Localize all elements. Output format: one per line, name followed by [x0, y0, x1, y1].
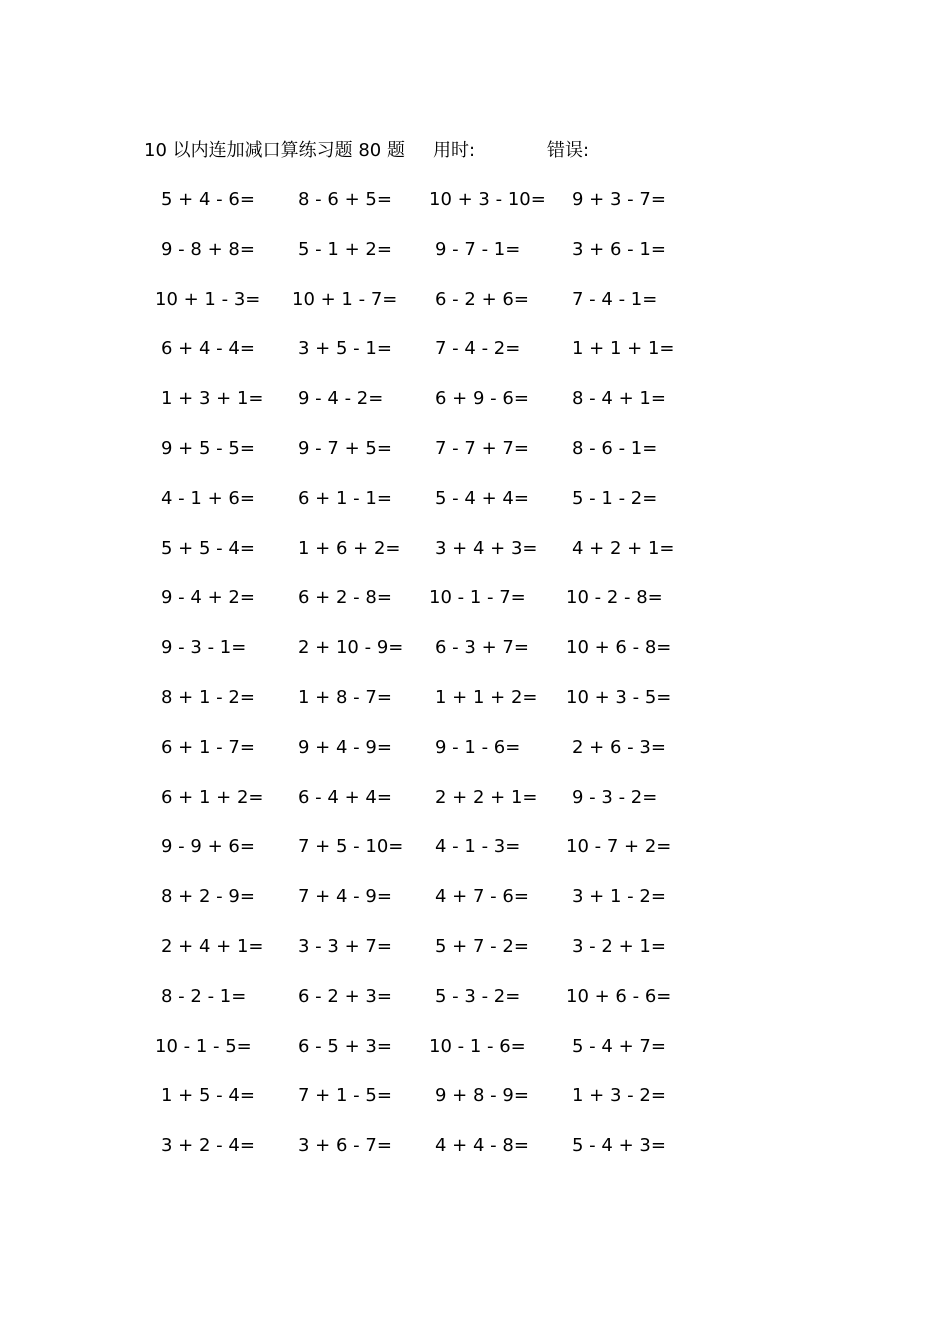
- arithmetic-problem: 3 - 3 + 7=: [298, 935, 392, 957]
- problem-row: [0, 634, 950, 684]
- problem-row: [0, 186, 950, 236]
- problem-row: [0, 1082, 950, 1132]
- arithmetic-problem: 4 + 7 - 6=: [435, 886, 529, 908]
- arithmetic-problem: 6 - 5 + 3=: [298, 1035, 392, 1057]
- arithmetic-problem: 5 - 3 - 2=: [435, 985, 521, 1007]
- arithmetic-problem: 9 + 5 - 5=: [161, 437, 255, 459]
- arithmetic-problem: 8 - 6 - 1=: [572, 437, 658, 459]
- arithmetic-problem: 10 - 1 - 6=: [429, 1035, 526, 1057]
- arithmetic-problem: 9 - 9 + 6=: [161, 836, 255, 858]
- arithmetic-problem: 1 + 8 - 7=: [298, 686, 392, 708]
- problem-row: [0, 833, 950, 883]
- problem-row: [0, 385, 950, 435]
- arithmetic-problem: 9 - 3 - 2=: [572, 786, 658, 808]
- arithmetic-problem: 7 + 5 - 10=: [298, 836, 404, 858]
- arithmetic-problem: 9 + 3 - 7=: [572, 189, 666, 210]
- arithmetic-problem: 10 + 6 - 6=: [566, 985, 672, 1007]
- problem-row: [0, 286, 950, 336]
- problem-row: [0, 584, 950, 634]
- arithmetic-problem: 8 - 2 - 1=: [161, 985, 247, 1007]
- arithmetic-problem: 8 - 4 + 1=: [572, 388, 666, 410]
- arithmetic-problem: 10 - 1 - 7=: [429, 587, 526, 609]
- problem-row: [0, 435, 950, 485]
- arithmetic-problem: 5 - 4 + 3=: [572, 1135, 666, 1157]
- arithmetic-problem: 9 - 1 - 6=: [435, 736, 521, 758]
- arithmetic-problem: 1 + 1 + 1=: [572, 338, 675, 360]
- arithmetic-problem: 1 + 3 - 2=: [572, 1085, 666, 1107]
- arithmetic-problem: 2 + 2 + 1=: [435, 786, 538, 808]
- arithmetic-problem: 5 + 5 - 4=: [161, 537, 255, 559]
- arithmetic-problem: 3 - 2 + 1=: [572, 935, 666, 957]
- problem-row: [0, 684, 950, 734]
- arithmetic-problem: 1 + 6 + 2=: [298, 537, 401, 559]
- arithmetic-problem: 5 + 7 - 2=: [435, 935, 529, 957]
- arithmetic-problem: 4 + 4 - 8=: [435, 1135, 529, 1157]
- arithmetic-problem: 3 + 6 - 1=: [572, 238, 666, 260]
- arithmetic-problem: 6 - 3 + 7=: [435, 637, 529, 659]
- arithmetic-problem: 6 + 1 + 2=: [161, 786, 264, 808]
- arithmetic-problem: 5 + 4 - 6=: [161, 189, 255, 210]
- arithmetic-problem: 6 - 4 + 4=: [298, 786, 392, 808]
- arithmetic-problem: 3 + 4 + 3=: [435, 537, 538, 559]
- worksheet-title: 10 以内连加减口算练习题 80 题: [144, 140, 405, 161]
- arithmetic-problem: 1 + 5 - 4=: [161, 1085, 255, 1107]
- problem-grid: [0, 186, 950, 1182]
- arithmetic-problem: 1 + 1 + 2=: [435, 686, 538, 708]
- arithmetic-problem: 10 + 3 - 10=: [429, 189, 546, 210]
- arithmetic-problem: 9 - 4 - 2=: [298, 388, 384, 410]
- arithmetic-problem: 1 + 3 + 1=: [161, 388, 264, 410]
- arithmetic-problem: 10 + 6 - 8=: [566, 637, 672, 659]
- arithmetic-problem: 2 + 10 - 9=: [298, 637, 404, 659]
- arithmetic-problem: 9 + 4 - 9=: [298, 736, 392, 758]
- arithmetic-problem: 5 - 4 + 7=: [572, 1035, 666, 1057]
- arithmetic-problem: 6 - 2 + 6=: [435, 288, 529, 310]
- arithmetic-problem: 6 + 1 - 1=: [298, 487, 392, 509]
- arithmetic-problem: 8 + 2 - 9=: [161, 886, 255, 908]
- arithmetic-problem: 10 + 3 - 5=: [566, 686, 672, 708]
- arithmetic-problem: 8 - 6 + 5=: [298, 189, 392, 210]
- problem-row: [0, 485, 950, 535]
- arithmetic-problem: 10 + 1 - 3=: [155, 288, 261, 310]
- errors-label: 错误:: [547, 140, 590, 161]
- arithmetic-problem: 3 + 2 - 4=: [161, 1135, 255, 1157]
- problem-row: [0, 535, 950, 585]
- problem-row: [0, 335, 950, 385]
- arithmetic-problem: 10 - 1 - 5=: [155, 1035, 252, 1057]
- arithmetic-problem: 2 + 4 + 1=: [161, 935, 264, 957]
- problem-row: [0, 983, 950, 1033]
- arithmetic-problem: 7 - 7 + 7=: [435, 437, 529, 459]
- arithmetic-problem: 9 - 7 - 1=: [435, 238, 521, 260]
- arithmetic-problem: 6 + 1 - 7=: [161, 736, 255, 758]
- problem-row: [0, 784, 950, 834]
- arithmetic-problem: 3 + 1 - 2=: [572, 886, 666, 908]
- problem-row: [0, 1033, 950, 1083]
- problem-row: [0, 883, 950, 933]
- time-used-label: 用时:: [433, 140, 476, 161]
- arithmetic-problem: 7 + 4 - 9=: [298, 886, 392, 908]
- arithmetic-problem: 6 - 2 + 3=: [298, 985, 392, 1007]
- arithmetic-problem: 9 - 7 + 5=: [298, 437, 392, 459]
- arithmetic-problem: 4 - 1 - 3=: [435, 836, 521, 858]
- arithmetic-problem: 10 - 7 + 2=: [566, 836, 672, 858]
- problem-row: [0, 734, 950, 784]
- arithmetic-problem: 10 - 2 - 8=: [566, 587, 663, 609]
- problem-row: [0, 236, 950, 286]
- arithmetic-problem: 5 - 1 + 2=: [298, 238, 392, 260]
- arithmetic-problem: 7 - 4 - 2=: [435, 338, 521, 360]
- arithmetic-problem: 4 + 2 + 1=: [572, 537, 675, 559]
- arithmetic-problem: 9 + 8 - 9=: [435, 1085, 529, 1107]
- arithmetic-problem: 8 + 1 - 2=: [161, 686, 255, 708]
- arithmetic-problem: 6 + 4 - 4=: [161, 338, 255, 360]
- arithmetic-problem: 9 - 8 + 8=: [161, 238, 255, 260]
- arithmetic-problem: 2 + 6 - 3=: [572, 736, 666, 758]
- arithmetic-problem: 3 + 6 - 7=: [298, 1135, 392, 1157]
- arithmetic-problem: 4 - 1 + 6=: [161, 487, 255, 509]
- arithmetic-problem: 6 + 9 - 6=: [435, 388, 529, 410]
- arithmetic-problem: 9 - 3 - 1=: [161, 637, 247, 659]
- arithmetic-problem: 10 + 1 - 7=: [292, 288, 398, 310]
- problem-row: [0, 933, 950, 983]
- arithmetic-problem: 6 + 2 - 8=: [298, 587, 392, 609]
- arithmetic-problem: 5 - 4 + 4=: [435, 487, 529, 509]
- arithmetic-problem: 7 - 4 - 1=: [572, 288, 658, 310]
- arithmetic-problem: 7 + 1 - 5=: [298, 1085, 392, 1107]
- problem-row: [0, 1132, 950, 1182]
- arithmetic-problem: 5 - 1 - 2=: [572, 487, 658, 509]
- arithmetic-problem: 3 + 5 - 1=: [298, 338, 392, 360]
- arithmetic-problem: 9 - 4 + 2=: [161, 587, 255, 609]
